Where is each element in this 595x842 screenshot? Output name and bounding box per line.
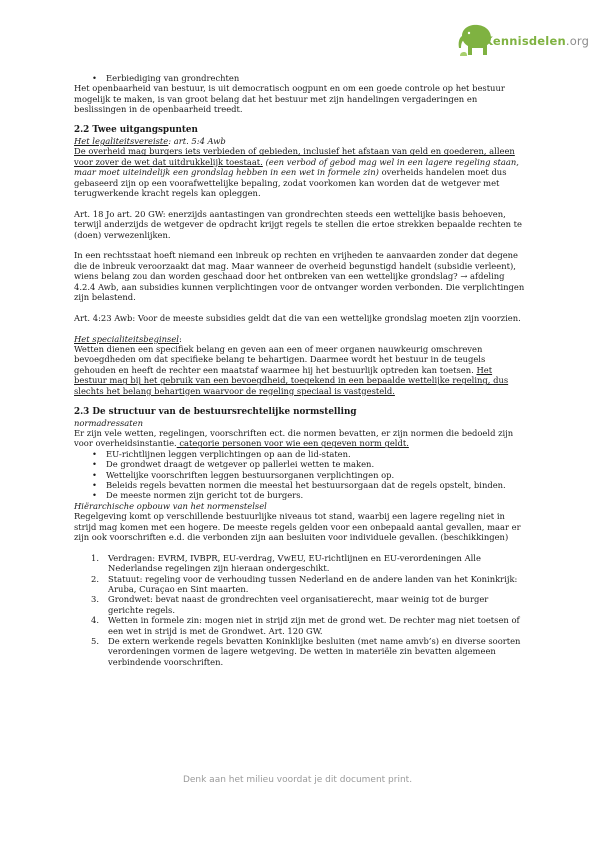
list-item: 3. Grondwet: bevat naast de grondrechten veel organisatierecht, maar weinig tot de burger gerichte regels. <box>91 594 489 615</box>
paragraph-openbaarheid: Het openbaarheid van bestuur, is uit democratisch oogpunt en om een goede controle op het bestuur mogelijk te maken, is van groot belang dat het bestuur met zijn handelingen vergaderingen en beslissingen in de openbaarheid treedt. <box>74 83 505 115</box>
subheading-hierarchie: Hiërarchische opbouw van het normenstelsel <box>74 500 267 511</box>
paragraph-art423: Art. 4:23 Awb: Voor de meeste subsidies geldt dat die van een wettelijke grondslag moeten zijn voorzien. <box>74 312 521 323</box>
numbered-list-hierarchie <box>74 553 526 667</box>
logo-text: Kennisdelen.org <box>484 34 590 48</box>
specialiteit-label: Het specialiteitsbeginsel: <box>74 333 182 344</box>
kennisdelen-logo[interactable] <box>456 22 590 58</box>
footer-note: Denk aan het milieu voordat je dit document print. <box>182 775 413 785</box>
paragraph-normadressaten: Er zijn vele wetten, regelingen, voorschriften ect. die normen bevatten, er zijn normen die bedoeld zijn voor overheidsinstantie. categorie personen voor wie een gegeven norm geldt. <box>74 427 514 449</box>
list-item: 1. Verdragen: EVRM, IVBPR, EU-verdrag, VwEU, EU-richtlijnen en EU-verordeningen Alle Nederlandse regelingen zijn hieraan ondergeschikt. <box>91 552 481 574</box>
list-item: • De grondwet draagt de wetgever op pallerlei wetten te maken. <box>106 459 526 469</box>
list-item: • Beleids regels bevatten normen die meestal het bestuursorgaan dat de regels opstelt, binden. <box>106 480 526 490</box>
bullet-list-top <box>74 73 526 83</box>
section-heading-2-2: 2.2 Twee uitgangspunten <box>74 125 198 136</box>
paragraph-rechtsstaat: In een rechtsstaat hoeft niemand een inbreuk op rechten en vrijheden te aanvaarden zonder dat degene die de inbreuk veroorzaakt dat mag. Maar wanneer de overheid begunstigd handelt (subsidie verleent), wiens belang zou dan worden geschaad door het ontbreken van een wettelijke grondslag? → afdeling 4.2.4 Awb, aan subsidies kunnen verplichtingen voor de ontvanger worden verbonden. Die verplichtingen zijn belastend. <box>74 250 525 303</box>
paragraph-regelgeving: Regelgeving komt op verschillende bestuurlijke niveaus tot stand, waarbij een lagere regeling niet in strijd mag komen met een hogere. De meeste regels gelden voor een onbepaald aantal gevallen, maar er zijn ook voorschriften e.d. die verbonden zijn aan besluiten voor individuele gevallen. (beschikkingen) <box>74 511 521 542</box>
document-body <box>74 73 526 667</box>
subheading-normadressaten: normadressaten <box>74 417 143 428</box>
list-item: 5. De extern werkende regels bevatten Koninklijke besluiten (met name amvb’s) en diverse soorten verordeningen vormen de lagere wetgeving. De wetten in materiële zin bevatten algemeen verbindende voorschriften. <box>91 636 521 667</box>
list-item: • Eerbiediging van grondrechten <box>106 73 526 83</box>
paragraph-art18: Art. 18 Jo art. 20 GW: enerzijds aantastingen van grondrechten steeds een wettelijke basis behoeven, terwijl anderzijds de wetgever de opdracht krijgt regels te stellen die ertoe strekken bepaalde rechten te (doen) verwezenlijken. <box>74 208 522 240</box>
section-heading-2-3: 2.3 De structuur van de bestuursrechtelijke normstelling <box>74 406 357 417</box>
list-item: • De meeste normen zijn gericht tot de burgers. <box>106 490 526 500</box>
paragraph-specialiteit: Wetten dienen een specifiek belang en geven aan een of meer organen nauwkeurig omschreven bevoegdheden om dat specifieke belang te behartigen. Daarmee wordt het bestuur in de teugels gehouden en heeft de rechter een maatstaf waarmee hij het bestuurlijk optreden kan toetsen. Het bestuur mag bij het gebruik van een bevoegdheid, toegekend in een bepaalde wettelijke regeling, dus slechts het belang behartigen waarvoor de regeling speciaal is vastgesteld. <box>74 344 509 396</box>
paragraph-legaliteit: De overheid mag burgers iets verbieden of gebieden, inclusief het afstaan van geld en goederen, alleen voor zover de wet dat uitdrukkelijk toestaat. (een verbod of gebod mag wel in een lagere regeling staan, maar moet uiteindelijk een grondslag hebben in een wet in formele zin) overheids handelen moet dus gebaseerd zijn op een voorafwettelijke bepaling, zodat voorkomen kan worden dat de wetgever met terugwerkende kracht regels kan opleggen. <box>74 146 519 199</box>
list-item: • EU-richtlijnen leggen verplichtingen op aan de lid-staten. <box>106 449 526 459</box>
list-item: 2. Statuut: regeling voor de verhouding tussen Nederland en de andere landen van het Koninkrijk: Aruba, Curaçao en Sint maarten. <box>91 573 518 594</box>
bullet-list-normen <box>74 449 526 501</box>
legaliteit-label: Het legaliteitsvereiste: art. 5:4 Awb <box>74 136 226 147</box>
list-item: 4. Wetten in formele zin: mogen niet in strijd zijn met de grond wet. De rechter mag niet toetsen of een wet in strijd is met de Grondwet. Art. 120 GW. <box>91 615 520 636</box>
list-item: • Wettelijke voorschriften leggen bestuursorganen verplichtingen op. <box>106 470 526 480</box>
